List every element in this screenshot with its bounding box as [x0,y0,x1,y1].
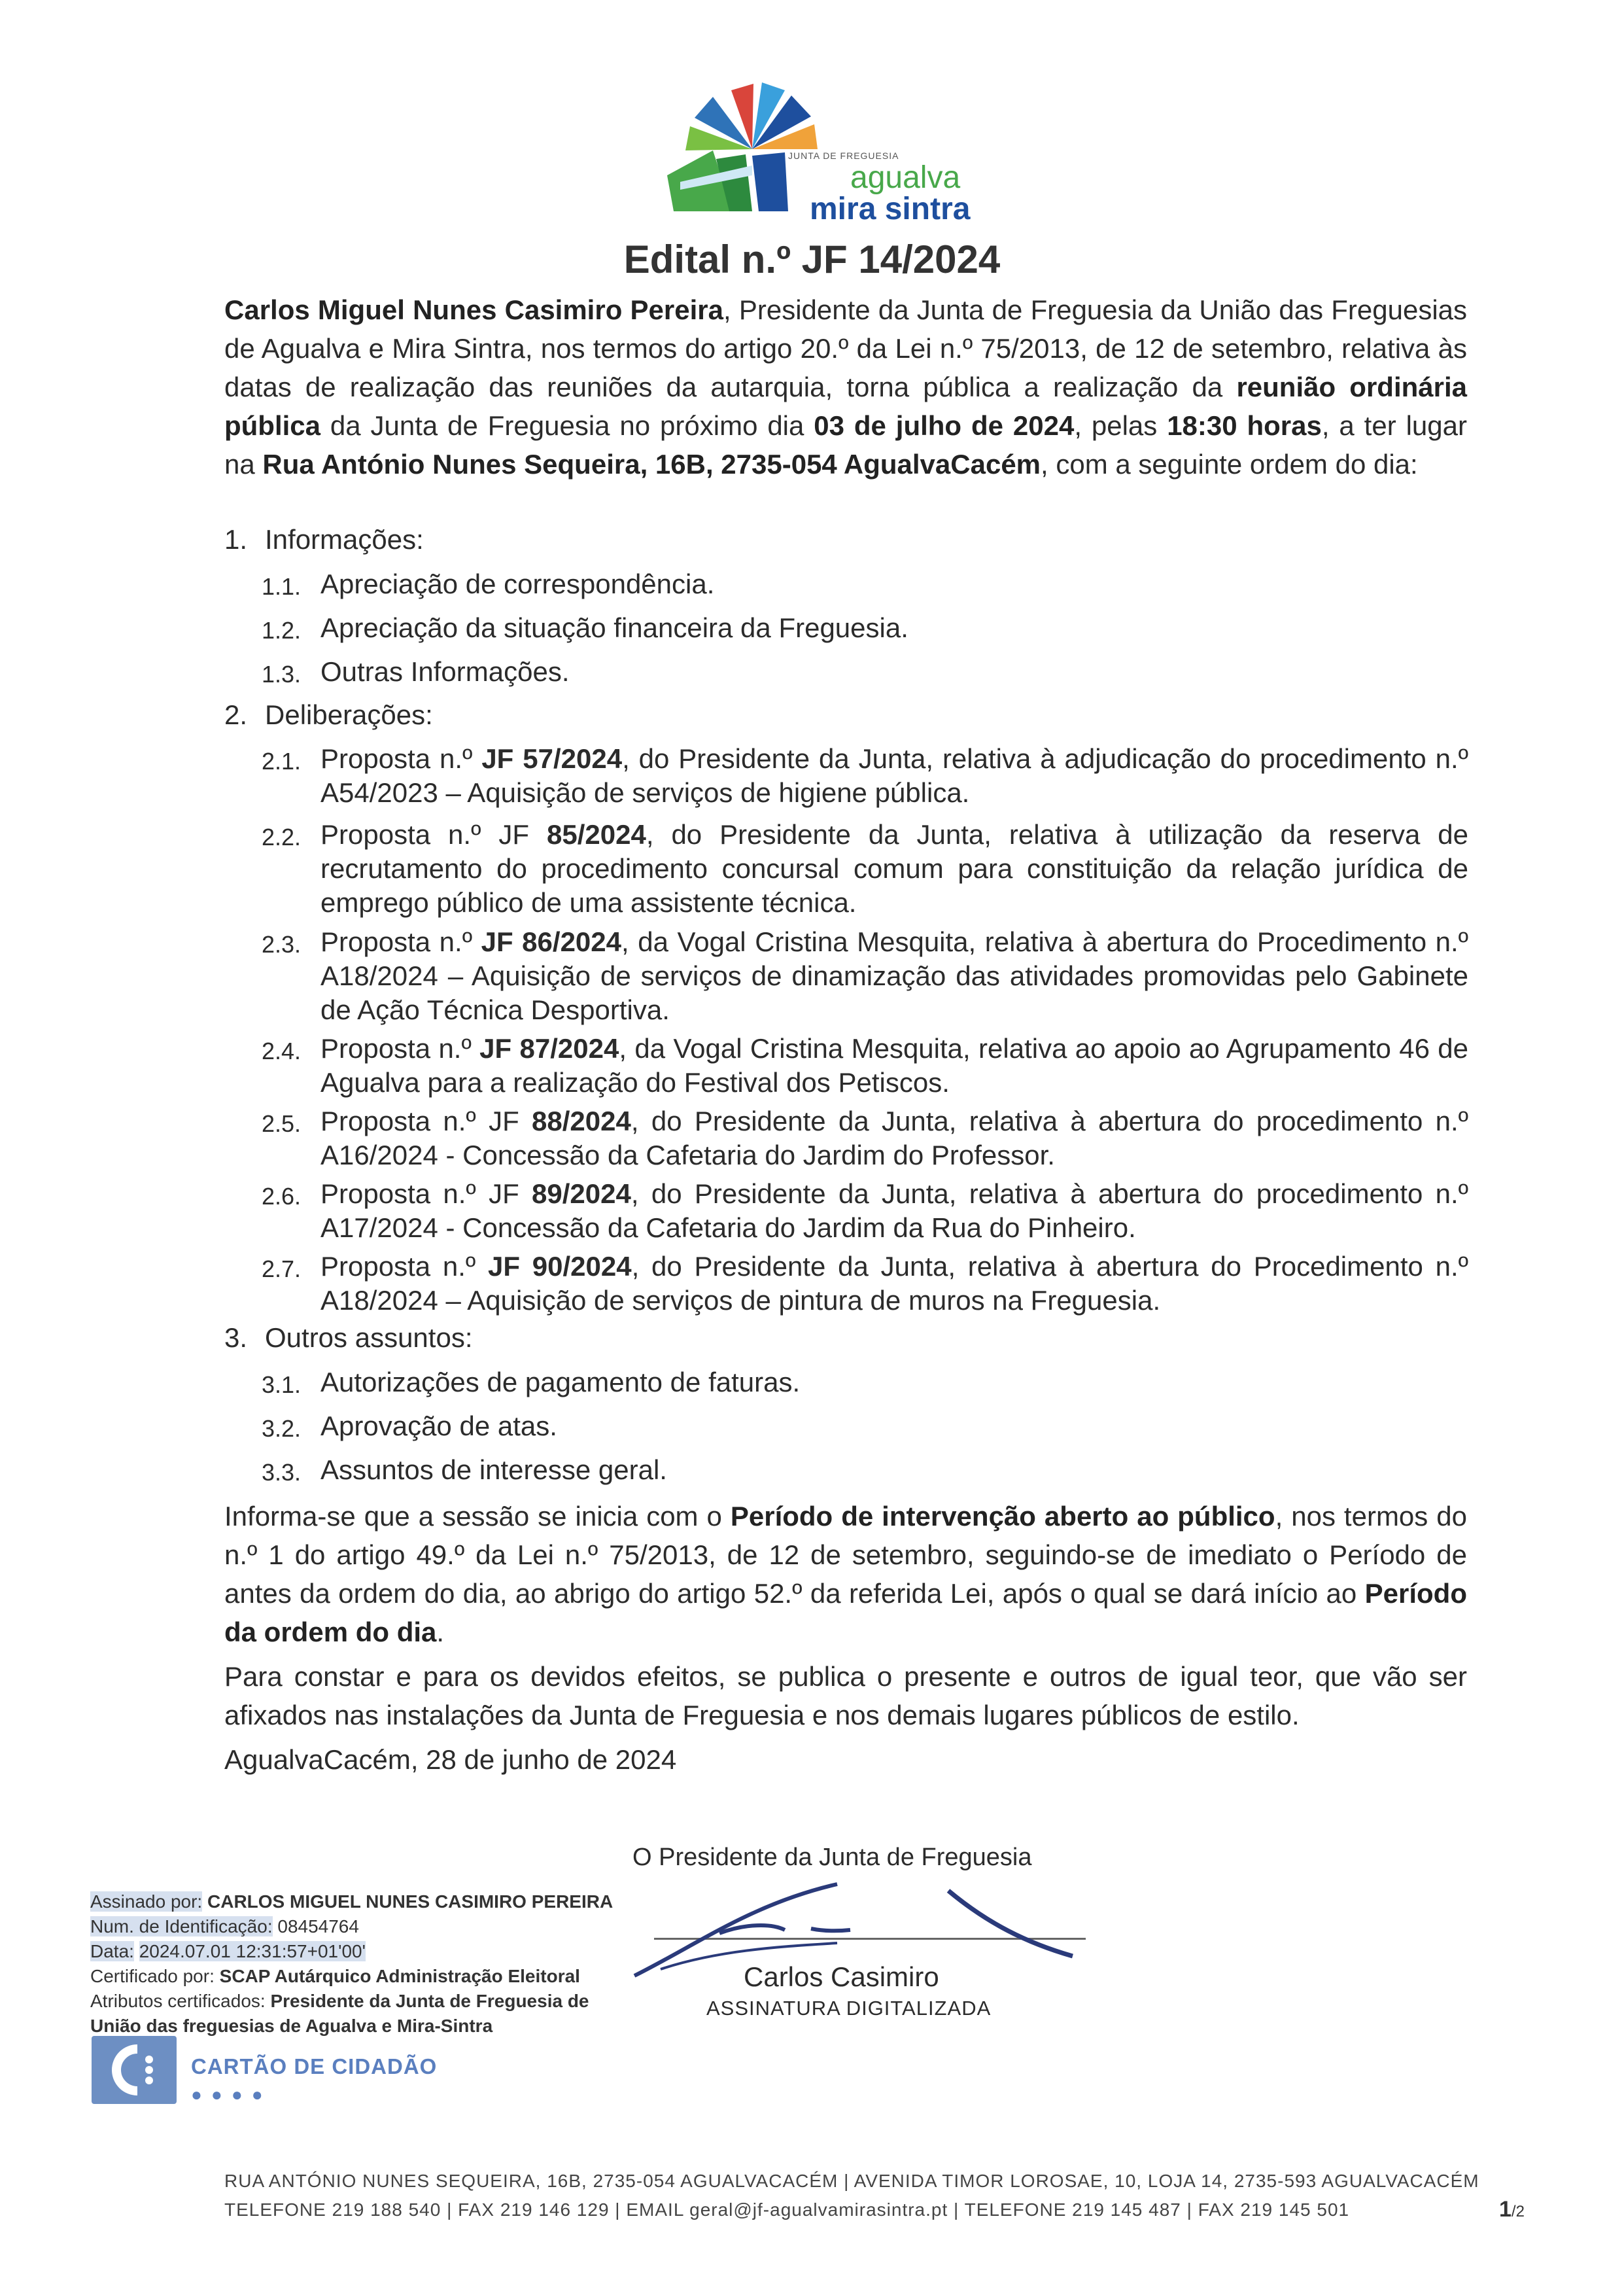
agenda-item-2-7: 2.7. Proposta n.º JF 90/2024, do Presidente da Junta, relativa à abertura do Procedimento n.º A18/2024 – Aquisição de serviços de pintura de muros na Freguesia. [262,1251,1469,1316]
citizen-card-logo-icon [92,2036,177,2104]
agenda-item-3-1: 3.1. Autorizações de pagamento de faturas. [262,1367,801,1398]
agenda-item-2-4: 2.4. Proposta n.º JF 87/2024, da Vogal Cristina Mesquita, relativa ao apoio ao Agrupamento 46 de Agualva para a realização do Festival dos Petiscos. [262,1033,1468,1098]
citizen-card-badge [92,2036,445,2108]
agenda-item-3-2: 3.2. Aprovação de atas. [262,1410,557,1442]
page-number: 1/2 [1499,2197,1525,2222]
agenda-item-2-3: 2.3. Proposta n.º JF 86/2024, da Vogal Cristina Mesquita, relativa à abertura do Procedimento n.º A18/2024 – Aquisição de serviços de dinamização das atividades promovidas pelo Gabinete de Ação Técnica Desportiva. [262,926,1468,1025]
agenda-item-3-3: 3.3. Assuntos de interesse geral. [262,1454,667,1486]
agenda-item-2-1: 2.1. Proposta n.º JF 57/2024, do Presidente da Junta, relativa à adjudicação do procedimento n.º A54/2023 – Aquisição de serviços de higiene pública. [262,743,1468,808]
signer-name: Carlos Casimiro [744,1961,939,1992]
session-info-paragraph: Informa-se que a sessão se inicia com o Período de intervenção aberto ao público, nos termos do n.º 1 do artigo 49.º da Lei n.º 75/2013, de 12 de setembro, seguindo-se de imediato o Período de antes da ordem do dia, ao abrigo do artigo 52.º da referida Lei, após o qual se dará início ao Período da ordem do dia. [224,1501,1467,1647]
agenda-section-3: 3. Outros assuntos: [224,1322,473,1353]
agenda-item-2-2: 2.2. Proposta n.º JF 85/2024, do Presidente da Junta, relativa à utilização da reserva de recrutamento do procedimento concursal comum para constituição da relação jurídica de emprego público de uma assistente técnica. [262,819,1469,918]
footer-addresses: RUA ANTÓNIO NUNES SEQUEIRA, 16B, 2735-054 AGUALVACACÉM | AVENIDA TIMOR LOROSAE, 10, LOJA 14, 2735-593 AGUALVACACÉM [224,2171,1479,2191]
place-date: AgualvaCacém, 28 de junho de 2024 [224,1744,677,1775]
document-title: Edital n.º JF 14/2024 [623,237,1001,281]
logo-agualva-text: agualva [850,160,961,195]
agenda-item-2-6: 2.6. Proposta n.º JF 89/2024, do Presidente da Junta, relativa à abertura do procedimento n.º A17/2024 - Concessão da Cafetaria do Jardim da Rua do Pinheiro. [262,1178,1468,1243]
constar-paragraph: Para constar e para os devidos efeitos, se publica o presente e outros de igual teor, que vão ser afixados nas instalações da Junta de Freguesia e nos demais lugares públicos de estilo. [224,1661,1467,1730]
agenda-item-1-2: 1.2. Apreciação da situação financeira da Freguesia. [262,612,908,644]
citizen-card-dots: ●●●● [191,2084,272,2105]
intro-paragraph: Carlos Miguel Nunes Casimiro Pereira, Presidente da Junta de Freguesia da União das Freguesias de Agualva e Mira Sintra, nos termos do artigo 20.º da Lei n.º 75/2013, de 12 de setembro, relativa às datas de realização das reuniões da autarquia, torna pública a realização da reunião ordinária pública da Junta de Freguesia no próximo dia 03 de julho de 2024, pelas 18:30 horas, a ter lugar na Rua António Nunes Sequeira, 16B, 2735-054 AgualvaCacém, com a seguinte ordem do dia: [224,294,1468,480]
logo-mira-sintra-text: mira sintra [810,192,971,226]
agenda-item-2-5: 2.5. Proposta n.º JF 88/2024, do Presidente da Junta, relativa à abertura do procedimento n.º A16/2024 - Concessão da Cafetaria do Jardim do Professor. [262,1106,1468,1170]
citizen-card-label: CARTÃO DE CIDADÃO [191,2054,438,2078]
agenda-section-1: 1. Informações: [224,524,424,555]
footer-contacts: TELEFONE 219 188 540 | FAX 219 146 129 | EMAIL geral@jf-agualvamirasintra.pt | TELEFONE 219 145 487 | FAX 219 145 501 [224,2199,1350,2220]
logo-small-text: JUNTA DE FREGUESIA [788,150,899,161]
signature-title: O Presidente da Junta de Freguesia [632,1844,1032,1871]
agenda-item-1-1: 1.1. Apreciação de correspondência. [262,569,715,600]
logo [654,77,994,228]
digital-signature-block: Assinado por: CARLOS MIGUEL NUNES CASIMIRO PEREIRA Num. de Identificação: 08454764 Data: 2024.07.01 12:31:57+01'00' Certificado por: SCAP Autárquico Administração Eleitoral Atributos certificados: Presidente da Junta de Freguesia de União das freguesias de Agualva e Mira-Sintra [90,1891,613,2036]
agenda-section-2: 2. Deliberações: [224,699,433,730]
signature-subtitle: ASSINATURA DIGITALIZADA [706,1997,992,2020]
agenda-item-1-3: 1.3. Outras Informações. [262,656,570,688]
